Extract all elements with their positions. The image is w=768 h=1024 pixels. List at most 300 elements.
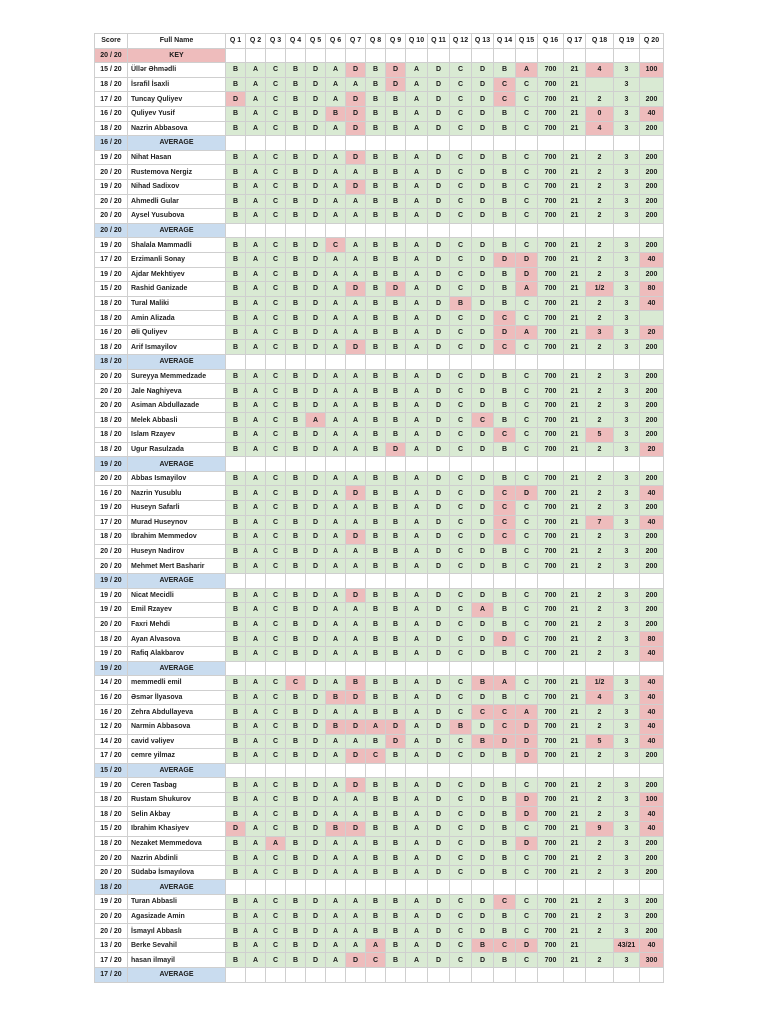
answer-cell-correct[interactable]: 21 [564,676,586,691]
answer-cell-correct[interactable]: 3 [614,559,640,574]
answer-cell-correct[interactable]: 2 [586,778,614,793]
empty-cell[interactable] [246,880,266,895]
answer-cell-correct[interactable]: 700 [538,179,564,194]
answer-cell-correct[interactable]: C [266,676,286,691]
column-header[interactable]: Q 2 [246,34,266,49]
answer-cell-correct[interactable]: A [326,734,346,749]
score-cell[interactable]: 20 / 20 [95,165,128,180]
answer-cell-correct[interactable]: 21 [564,428,586,443]
answer-cell-correct[interactable]: D [428,194,450,209]
answer-cell-correct[interactable]: D [428,749,450,764]
answer-cell-correct[interactable]: B [494,924,516,939]
answer-cell-correct[interactable]: B [286,209,306,224]
answer-cell-correct[interactable]: A [406,719,428,734]
answer-cell-correct[interactable]: B [386,690,406,705]
answer-cell-correct[interactable]: B [226,617,246,632]
student-name[interactable]: Tuncay Quliyev [128,92,226,107]
answer-cell-correct[interactable]: 700 [538,486,564,501]
empty-cell[interactable] [346,573,366,588]
answer-cell-correct[interactable]: 200 [640,92,664,107]
answer-cell-correct[interactable]: 2 [586,384,614,399]
answer-cell-correct[interactable]: A [406,617,428,632]
answer-cell-correct[interactable]: D [306,325,326,340]
answer-cell-correct[interactable]: B [386,792,406,807]
answer-cell-correct[interactable]: 3 [614,807,640,822]
answer-cell-correct[interactable]: A [246,515,266,530]
answer-cell-correct[interactable]: A [326,63,346,78]
answer-cell-correct[interactable]: D [472,530,494,545]
answer-cell-correct[interactable]: D [306,428,326,443]
student-name[interactable]: Nazrin Abbasova [128,121,226,136]
answer-cell-correct[interactable]: 700 [538,646,564,661]
answer-cell-correct[interactable]: A [346,267,366,282]
empty-cell[interactable] [246,355,266,370]
answer-cell-correct[interactable]: D [472,63,494,78]
answer-cell-correct[interactable]: B [226,282,246,297]
answer-cell-correct[interactable]: A [326,267,346,282]
empty-cell[interactable] [246,661,266,676]
answer-cell-correct[interactable]: B [386,150,406,165]
empty-cell[interactable] [586,136,614,151]
empty-cell[interactable] [450,457,472,472]
answer-cell-correct[interactable]: B [286,632,306,647]
answer-cell-correct[interactable]: B [366,442,386,457]
answer-cell-correct[interactable]: C [450,267,472,282]
answer-cell-wrong[interactable]: B [326,106,346,121]
answer-cell-correct[interactable]: B [494,603,516,618]
answer-cell-correct[interactable]: D [306,150,326,165]
answer-cell-correct[interactable]: 2 [586,836,614,851]
answer-cell-correct[interactable]: D [306,165,326,180]
answer-cell-correct[interactable]: 3 [614,749,640,764]
answer-cell-correct[interactable]: A [246,267,266,282]
answer-cell-correct[interactable]: B [494,471,516,486]
answer-cell-correct[interactable]: B [386,895,406,910]
column-header[interactable]: Q 19 [614,34,640,49]
answer-cell-correct[interactable]: B [494,369,516,384]
answer-cell-correct[interactable]: A [326,865,346,880]
answer-cell-wrong[interactable]: 300 [640,953,664,968]
answer-cell-correct[interactable]: 200 [640,588,664,603]
answer-cell-wrong[interactable]: A [494,676,516,691]
answer-cell-correct[interactable]: D [472,501,494,516]
score-cell[interactable]: 18 / 20 [95,792,128,807]
answer-cell-correct[interactable]: 3 [614,282,640,297]
answer-cell-correct[interactable]: A [246,749,266,764]
empty-cell[interactable] [428,48,450,63]
answer-cell-correct[interactable]: A [406,194,428,209]
answer-cell-correct[interactable]: B [226,194,246,209]
empty-cell[interactable] [494,968,516,983]
answer-cell-correct[interactable]: B [286,646,306,661]
answer-cell-correct[interactable]: C [266,165,286,180]
answer-cell-correct[interactable]: C [450,953,472,968]
answer-cell-correct[interactable]: B [386,165,406,180]
empty-cell[interactable] [564,48,586,63]
answer-cell-correct[interactable]: B [226,719,246,734]
answer-cell-correct[interactable]: 3 [614,705,640,720]
answer-cell-wrong[interactable]: B [450,719,472,734]
answer-cell-correct[interactable]: 200 [640,617,664,632]
empty-cell[interactable] [564,223,586,238]
answer-cell-correct[interactable]: B [286,544,306,559]
student-name[interactable]: Ajdar Mekhtiyev [128,267,226,282]
answer-cell-correct[interactable]: A [246,398,266,413]
score-cell[interactable]: 17 / 20 [95,252,128,267]
empty-cell[interactable] [306,763,326,778]
answer-cell-wrong[interactable]: D [516,807,538,822]
answer-cell-correct[interactable]: 700 [538,63,564,78]
answer-cell-correct[interactable]: A [406,340,428,355]
score-cell[interactable]: 20 / 20 [95,471,128,486]
answer-cell-correct[interactable]: B [494,413,516,428]
answer-cell-correct[interactable]: C [450,544,472,559]
empty-cell[interactable] [266,763,286,778]
answer-cell-correct[interactable]: B [226,603,246,618]
empty-cell[interactable] [286,968,306,983]
empty-cell[interactable] [246,968,266,983]
answer-cell-wrong[interactable]: 20 [640,325,664,340]
answer-cell-correct[interactable]: D [428,106,450,121]
answer-cell-wrong[interactable]: 40 [640,719,664,734]
answer-cell-correct[interactable]: A [246,92,266,107]
answer-cell-correct[interactable]: 2 [586,150,614,165]
answer-cell-correct[interactable]: A [406,106,428,121]
answer-cell-correct[interactable]: A [406,588,428,603]
answer-cell-correct[interactable]: B [386,822,406,837]
answer-cell-correct[interactable]: A [406,252,428,267]
answer-cell-wrong[interactable]: C [494,938,516,953]
answer-cell-correct[interactable]: B [494,544,516,559]
answer-cell-correct[interactable]: C [450,938,472,953]
answer-cell-correct[interactable]: A [346,646,366,661]
answer-cell-correct[interactable]: D [306,822,326,837]
answer-cell-correct[interactable]: 21 [564,150,586,165]
answer-cell-correct[interactable]: 3 [614,822,640,837]
answer-cell-correct[interactable]: 21 [564,924,586,939]
answer-cell-correct[interactable]: 200 [640,267,664,282]
answer-cell-correct[interactable]: 21 [564,778,586,793]
score-cell[interactable]: 19 / 20 [95,588,128,603]
answer-cell-wrong[interactable]: B [326,719,346,734]
empty-cell[interactable] [614,763,640,778]
empty-cell[interactable] [306,355,326,370]
empty-cell[interactable] [494,573,516,588]
score-cell[interactable]: 20 / 20 [95,851,128,866]
answer-cell-correct[interactable]: B [366,413,386,428]
answer-cell-correct[interactable]: C [516,588,538,603]
answer-cell-correct[interactable]: C [266,398,286,413]
answer-cell-correct[interactable]: B [366,325,386,340]
answer-cell-correct[interactable]: 3 [614,603,640,618]
answer-cell-correct[interactable]: 700 [538,588,564,603]
answer-cell-correct[interactable]: 200 [640,603,664,618]
answer-cell-correct[interactable]: A [406,646,428,661]
answer-cell-correct[interactable]: D [306,865,326,880]
answer-cell-correct[interactable]: B [286,106,306,121]
answer-cell-correct[interactable]: 2 [586,588,614,603]
answer-cell-correct[interactable]: A [346,705,366,720]
empty-cell[interactable] [538,223,564,238]
answer-cell-correct[interactable]: B [386,106,406,121]
empty-cell[interactable] [640,355,664,370]
answer-cell-correct[interactable]: C [266,632,286,647]
empty-cell[interactable] [564,661,586,676]
student-name[interactable]: memmedli emil [128,676,226,691]
answer-cell-correct[interactable]: D [306,252,326,267]
answer-cell-wrong[interactable]: D [346,953,366,968]
answer-cell-correct[interactable]: D [306,690,326,705]
answer-cell-correct[interactable]: 2 [586,749,614,764]
answer-cell-correct[interactable]: A [246,778,266,793]
answer-cell-correct[interactable]: D [306,442,326,457]
score-cell[interactable]: 14 / 20 [95,734,128,749]
answer-cell-correct[interactable]: B [366,676,386,691]
score-cell[interactable]: 18 / 20 [95,355,128,370]
column-header[interactable]: Q 9 [386,34,406,49]
answer-cell-correct[interactable]: A [326,179,346,194]
answer-cell-correct[interactable]: B [366,282,386,297]
answer-cell-correct[interactable]: A [326,384,346,399]
answer-cell-correct[interactable]: B [286,282,306,297]
column-header[interactable]: Q 13 [472,34,494,49]
answer-cell-correct[interactable]: 3 [614,194,640,209]
empty-cell[interactable] [306,223,326,238]
empty-cell[interactable] [386,763,406,778]
answer-cell-correct[interactable]: 700 [538,92,564,107]
empty-cell[interactable] [346,968,366,983]
answer-cell-correct[interactable]: A [406,179,428,194]
answer-cell-wrong[interactable]: D [346,282,366,297]
answer-cell-correct[interactable]: D [472,282,494,297]
answer-cell-correct[interactable]: D [428,822,450,837]
answer-cell-correct[interactable]: 2 [586,865,614,880]
answer-cell-correct[interactable]: C [516,428,538,443]
answer-cell-correct[interactable]: A [246,690,266,705]
column-header[interactable]: Q 7 [346,34,366,49]
answer-cell-correct[interactable]: B [286,179,306,194]
answer-cell-correct[interactable]: 21 [564,369,586,384]
answer-cell-wrong[interactable]: D [226,92,246,107]
empty-cell[interactable] [286,573,306,588]
answer-cell-correct[interactable]: A [246,617,266,632]
answer-cell-correct[interactable]: B [226,778,246,793]
answer-cell-correct[interactable]: A [326,77,346,92]
answer-cell-correct[interactable]: B [286,413,306,428]
answer-cell-correct[interactable]: C [450,179,472,194]
score-cell[interactable]: 15 / 20 [95,63,128,78]
answer-cell-correct[interactable]: B [494,238,516,253]
answer-cell-correct[interactable]: 3 [614,895,640,910]
answer-cell-correct[interactable]: 700 [538,384,564,399]
answer-cell-correct[interactable]: 21 [564,501,586,516]
answer-cell-wrong[interactable]: D [386,63,406,78]
answer-cell-correct[interactable]: A [326,486,346,501]
answer-cell-correct[interactable]: C [266,895,286,910]
answer-cell-correct[interactable]: B [494,865,516,880]
empty-cell[interactable] [406,880,428,895]
answer-cell-wrong[interactable]: 40 [640,646,664,661]
answer-cell-correct[interactable]: A [246,822,266,837]
answer-cell-correct[interactable]: A [406,544,428,559]
answer-cell-correct[interactable]: A [326,749,346,764]
answer-cell-correct[interactable]: 3 [614,209,640,224]
answer-cell-correct[interactable]: 700 [538,632,564,647]
answer-cell-correct[interactable]: B [366,179,386,194]
answer-cell-correct[interactable]: A [326,544,346,559]
empty-cell[interactable] [306,48,326,63]
answer-cell-correct[interactable]: D [472,836,494,851]
answer-cell-correct[interactable]: B [386,267,406,282]
answer-cell-correct[interactable]: A [326,953,346,968]
answer-cell-correct[interactable]: D [428,501,450,516]
answer-cell-correct[interactable]: A [406,895,428,910]
answer-cell-correct[interactable]: B [366,588,386,603]
empty-cell[interactable] [326,573,346,588]
empty-cell[interactable] [406,661,428,676]
answer-cell-correct[interactable]: A [406,515,428,530]
answer-cell-correct[interactable]: B [494,121,516,136]
answer-cell-correct[interactable]: A [246,150,266,165]
answer-cell-correct[interactable]: B [226,676,246,691]
answer-cell-correct[interactable]: A [346,165,366,180]
answer-cell-correct[interactable]: B [286,311,306,326]
empty-cell[interactable] [640,661,664,676]
answer-cell-correct[interactable]: B [366,209,386,224]
answer-cell-correct[interactable]: 2 [586,924,614,939]
answer-cell-wrong[interactable]: D [516,792,538,807]
answer-cell-correct[interactable]: A [246,836,266,851]
empty-cell[interactable] [494,223,516,238]
answer-cell-wrong[interactable]: D [346,749,366,764]
answer-cell-correct[interactable]: 21 [564,603,586,618]
answer-cell-correct[interactable]: C [266,822,286,837]
answer-cell-correct[interactable]: C [266,311,286,326]
answer-cell-wrong[interactable]: 40 [640,296,664,311]
answer-cell-correct[interactable]: C [516,209,538,224]
answer-cell-correct[interactable]: A [326,325,346,340]
answer-cell-correct[interactable]: A [406,398,428,413]
score-cell[interactable]: 18 / 20 [95,428,128,443]
answer-cell-correct[interactable]: C [266,92,286,107]
answer-cell-wrong[interactable]: D [386,282,406,297]
empty-cell[interactable] [428,880,450,895]
score-cell[interactable]: 18 / 20 [95,77,128,92]
answer-cell-correct[interactable]: A [346,77,366,92]
answer-cell-correct[interactable]: D [428,413,450,428]
answer-cell-correct[interactable]: 3 [614,734,640,749]
answer-cell-correct[interactable]: D [472,617,494,632]
answer-cell-correct[interactable]: A [406,938,428,953]
answer-cell-wrong[interactable]: D [346,121,366,136]
answer-cell-correct[interactable]: B [366,238,386,253]
empty-cell[interactable] [346,880,366,895]
empty-cell[interactable] [586,223,614,238]
answer-cell-correct[interactable]: C [266,646,286,661]
answer-cell-correct[interactable]: D [306,471,326,486]
answer-cell-correct[interactable]: 2 [586,398,614,413]
answer-cell-correct[interactable]: 3 [614,792,640,807]
answer-cell-correct[interactable]: D [428,428,450,443]
empty-cell[interactable] [406,968,428,983]
empty-cell[interactable] [306,880,326,895]
answer-cell-correct[interactable]: 21 [564,63,586,78]
average-label[interactable]: AVERAGE [128,136,226,151]
score-cell[interactable]: 15 / 20 [95,822,128,837]
answer-cell-correct[interactable]: 700 [538,749,564,764]
answer-cell-correct[interactable]: C [266,588,286,603]
empty-cell[interactable] [494,48,516,63]
answer-cell-correct[interactable]: A [406,807,428,822]
answer-cell-correct[interactable]: A [326,311,346,326]
empty-cell[interactable] [246,136,266,151]
answer-cell-correct[interactable]: B [286,822,306,837]
answer-cell-correct[interactable]: B [226,150,246,165]
answer-cell-wrong[interactable]: D [346,150,366,165]
answer-cell-correct[interactable]: 700 [538,238,564,253]
empty-cell[interactable] [564,136,586,151]
answer-cell-correct[interactable]: B [226,340,246,355]
answer-cell-correct[interactable]: B [286,92,306,107]
empty-cell[interactable] [586,573,614,588]
answer-cell-wrong[interactable]: C [494,486,516,501]
answer-cell-correct[interactable]: 200 [640,340,664,355]
answer-cell-correct[interactable]: A [326,296,346,311]
empty-cell[interactable] [586,355,614,370]
answer-cell-correct[interactable]: 700 [538,150,564,165]
answer-cell-correct[interactable]: B [386,924,406,939]
answer-cell-correct[interactable]: C [450,413,472,428]
answer-cell-wrong[interactable]: D [386,77,406,92]
answer-cell-wrong[interactable]: 100 [640,792,664,807]
answer-cell-correct[interactable]: B [366,792,386,807]
empty-cell[interactable] [266,457,286,472]
empty-cell[interactable] [538,48,564,63]
answer-cell-wrong[interactable]: C [472,705,494,720]
answer-cell-correct[interactable]: B [226,63,246,78]
answer-cell-correct[interactable]: A [326,282,346,297]
empty-cell[interactable] [386,573,406,588]
answer-cell-correct[interactable]: C [266,150,286,165]
answer-cell-correct[interactable]: 700 [538,822,564,837]
answer-cell-correct[interactable]: B [226,515,246,530]
answer-cell-correct[interactable]: D [306,267,326,282]
empty-cell[interactable] [246,573,266,588]
answer-cell-correct[interactable]: B [286,617,306,632]
answer-cell-correct[interactable]: C [266,501,286,516]
answer-cell-correct[interactable]: 2 [586,895,614,910]
answer-cell-correct[interactable]: B [494,398,516,413]
answer-cell-correct[interactable]: 200 [640,851,664,866]
answer-cell-correct[interactable]: D [428,588,450,603]
answer-cell-correct[interactable]: C [450,311,472,326]
answer-cell-correct[interactable]: C [516,953,538,968]
empty-cell[interactable] [346,136,366,151]
answer-cell-correct[interactable]: D [428,705,450,720]
answer-cell-correct[interactable]: C [266,617,286,632]
answer-cell-correct[interactable]: A [346,442,366,457]
answer-cell-correct[interactable]: D [428,646,450,661]
answer-cell-correct[interactable]: A [326,603,346,618]
answer-cell-wrong[interactable]: D [516,252,538,267]
answer-cell-wrong[interactable]: 4 [586,63,614,78]
answer-cell-correct[interactable]: B [226,807,246,822]
answer-cell-correct[interactable]: D [306,501,326,516]
answer-cell-correct[interactable]: 2 [586,632,614,647]
student-name[interactable]: Nihad Sadixov [128,179,226,194]
answer-cell-correct[interactable]: D [306,851,326,866]
answer-cell-correct[interactable]: A [346,938,366,953]
